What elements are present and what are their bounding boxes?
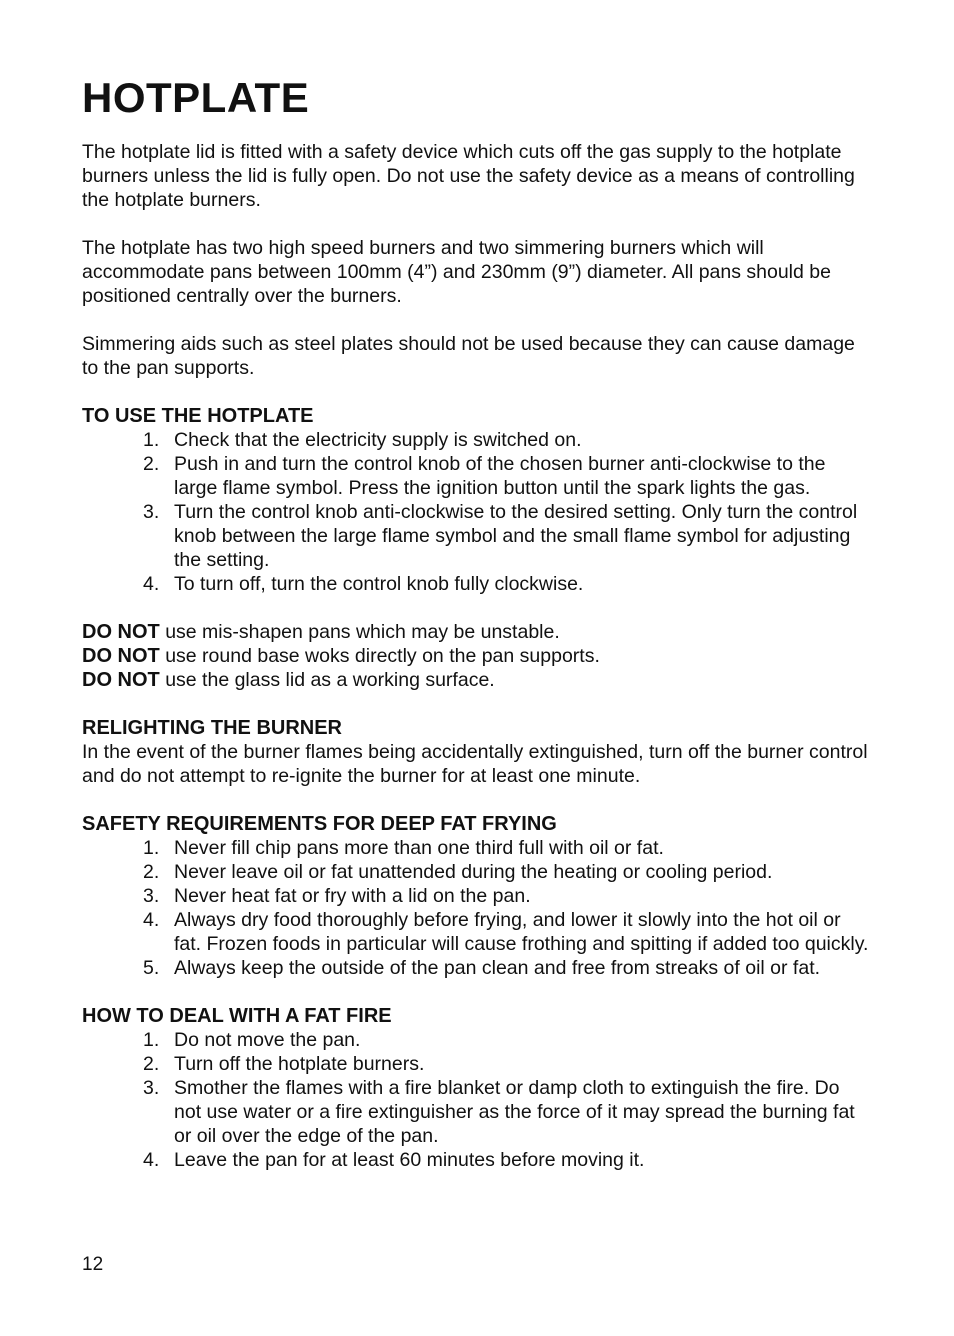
list-item: 1. Do not move the pan. — [143, 1029, 361, 1051]
list-item: 3. Never heat fat or fry with a lid on the pan. — [143, 885, 531, 907]
list-item: 2. Turn off the hotplate burners. — [143, 1053, 425, 1075]
list-item: 5. Always keep the outside of the pan clean and free from streaks of oil or fat. — [143, 957, 821, 979]
list-item: 2. Push in and turn the control knob of the chosen burner anti-clockwise to the large flame symbol. Press the ignition button until the spark lights the gas. — [143, 453, 826, 499]
list-item: 4. Leave the pan for at least 60 minutes before moving it. — [143, 1149, 645, 1171]
section-relighting — [82, 716, 872, 788]
list-item: 4. To turn off, turn the control knob fully clockwise. — [143, 573, 584, 595]
do-not-line: DO NOT use mis-shapen pans which may be unstable. — [82, 621, 560, 643]
list-item: 3. Turn the control knob anti-clockwise to the desired setting. Only turn the control knob between the large flame symbol and the small flame symbol for adjusting the setting. — [143, 501, 858, 571]
do-not-line: DO NOT use the glass lid as a working surface. — [82, 669, 495, 691]
list-item: 2. Never leave oil or fat unattended during the heating or cooling period. — [143, 861, 773, 883]
intro-paragraph-3: Simmering aids such as steel plates should not be used because they can cause damage to the pan supports. — [82, 333, 855, 379]
section-heading: HOW TO DEAL WITH A FAT FIRE — [82, 1005, 392, 1027]
relight-text: In the event of the burner flames being accidentally extinguished, turn off the burner control and do not attempt to re-ignite the burner for at least one minute. — [82, 741, 868, 787]
list-item: 1. Never fill chip pans more than one third full with oil or fat. — [143, 837, 664, 859]
section-heading: RELIGHTING THE BURNER — [82, 717, 342, 739]
section-heading: SAFETY REQUIREMENTS FOR DEEP FAT FRYING — [82, 813, 557, 835]
intro-paragraph-1: The hotplate lid is fitted with a safety device which cuts off the gas supply to the hotplate burners unless the lid is fully open. Do not use the safety device as a means of controlling the hotplate burners. — [82, 141, 855, 211]
page-title: HOTPLATE — [82, 74, 310, 121]
section-heading: TO USE THE HOTPLATE — [82, 405, 314, 427]
section-deep-fat-frying — [82, 812, 872, 980]
list-item: 1. Check that the electricity supply is switched on. — [143, 429, 582, 451]
do-not-warnings — [82, 620, 872, 692]
use-steps-list — [82, 428, 872, 596]
list-item: 3. Smother the flames with a fire blanket or damp cloth to extinguish the fire. Do not use water or a fire extinguisher as the force of it may spread the burning fat or oil over the edge of the pan. — [143, 1077, 855, 1147]
fire-steps-list — [82, 1028, 872, 1172]
safety-list — [82, 836, 872, 980]
section-use-hotplate — [82, 404, 872, 596]
section-fat-fire — [82, 1004, 872, 1172]
page-content — [82, 70, 872, 1172]
do-not-line: DO NOT use round base woks directly on the pan supports. — [82, 645, 600, 667]
list-item: 4. Always dry food thoroughly before frying, and lower it slowly into the hot oil or fat. Frozen foods in particular will cause frothing and spitting if added too quickly. — [143, 909, 869, 955]
intro-paragraph-2: The hotplate has two high speed burners and two simmering burners which will accommodate pans between 100mm (4”) and 230mm (9”) diameter. All pans should be positioned centrally over the burners. — [82, 237, 831, 307]
page-number: 12 — [82, 1254, 104, 1275]
